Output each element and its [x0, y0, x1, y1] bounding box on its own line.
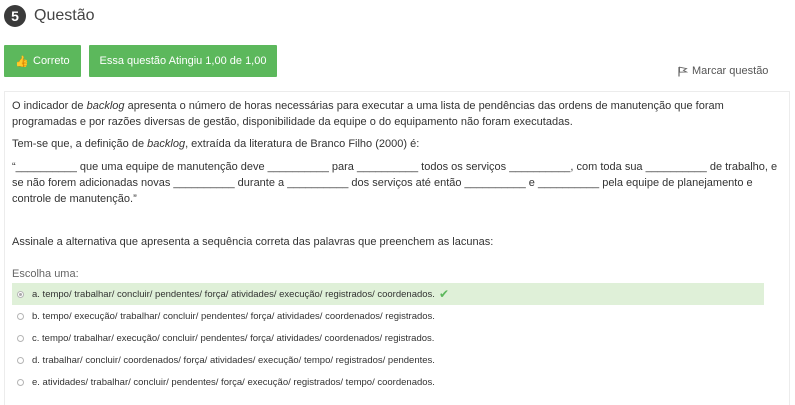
correct-status-badge [4, 45, 81, 77]
radio-button[interactable] [17, 291, 24, 298]
checkmark-icon: ✔ [438, 287, 449, 301]
option-label: a. tempo/ trabalhar/ concluir/ pendentes/ força/ atividades/ execução/ registrados/ coordenados. [32, 288, 435, 300]
option-label: d. trabalhar/ concluir/ coordenados/ força/ atividades/ execução/ tempo/ registrados/ pendentes. [32, 354, 435, 366]
choose-label: Escolha uma: [12, 268, 79, 280]
answer-option-b[interactable] [12, 305, 764, 327]
answer-option-c[interactable] [12, 327, 764, 349]
question-header [4, 5, 94, 27]
radio-button[interactable] [17, 357, 24, 364]
radio-button[interactable] [17, 313, 24, 320]
option-label: e. atividades/ trabalhar/ concluir/ pendentes/ força/ execução/ registrados/ tempo/ coordenados. [32, 376, 435, 388]
answer-option-e[interactable] [12, 371, 764, 393]
correct-label: Correto [33, 55, 70, 67]
answer-option-a[interactable] [12, 283, 764, 305]
paragraph-quote: “__________ que uma equipe de manutenção deve __________ para __________ todos os serviços __________, com toda sua __________ de trabalho, e se não forem adicionadas novas __________ durante a __________ dos serviços até então __________ e __________ pela equipe de planejamento e controle de manutenção.” [12, 161, 778, 205]
flag-icon [678, 66, 688, 77]
question-title: Questão [34, 7, 95, 24]
option-label: c. tempo/ trabalhar/ execução/ concluir/ pendentes/ força/ atividades/ coordenados/ registrados. [32, 332, 435, 344]
question-content [4, 91, 790, 405]
flag-question-link[interactable] [678, 65, 768, 77]
paragraph-definition: Tem-se que, a definição de backlog, extraída da literatura de Branco Filho (2000) é: [12, 138, 420, 150]
thumbs-up-icon: 👍 [15, 55, 29, 68]
answer-option-d[interactable] [12, 349, 764, 371]
radio-button[interactable] [17, 379, 24, 386]
paragraph-intro: O indicador de backlog apresenta o número de horas necessárias para executar a uma lista de pendências das ordens de manutenção que foram programadas e por razões diversas de gestão, disponibilidade da equipe o do equipamento não foram executadas. [12, 100, 724, 128]
paragraph-instruction: Assinale a alternativa que apresenta a sequência correta das palavras que preenchem as lacunas: [12, 236, 494, 248]
flag-label: Marcar questão [692, 65, 769, 77]
option-label: b. tempo/ execução/ trabalhar/ concluir/ pendentes/ força/ atividades/ coordenados/ registrados. [32, 310, 435, 322]
score-badge: Essa questão Atingiu 1,00 de 1,00 [89, 45, 277, 77]
question-number-badge: 5 [4, 5, 26, 27]
radio-button[interactable] [17, 335, 24, 342]
